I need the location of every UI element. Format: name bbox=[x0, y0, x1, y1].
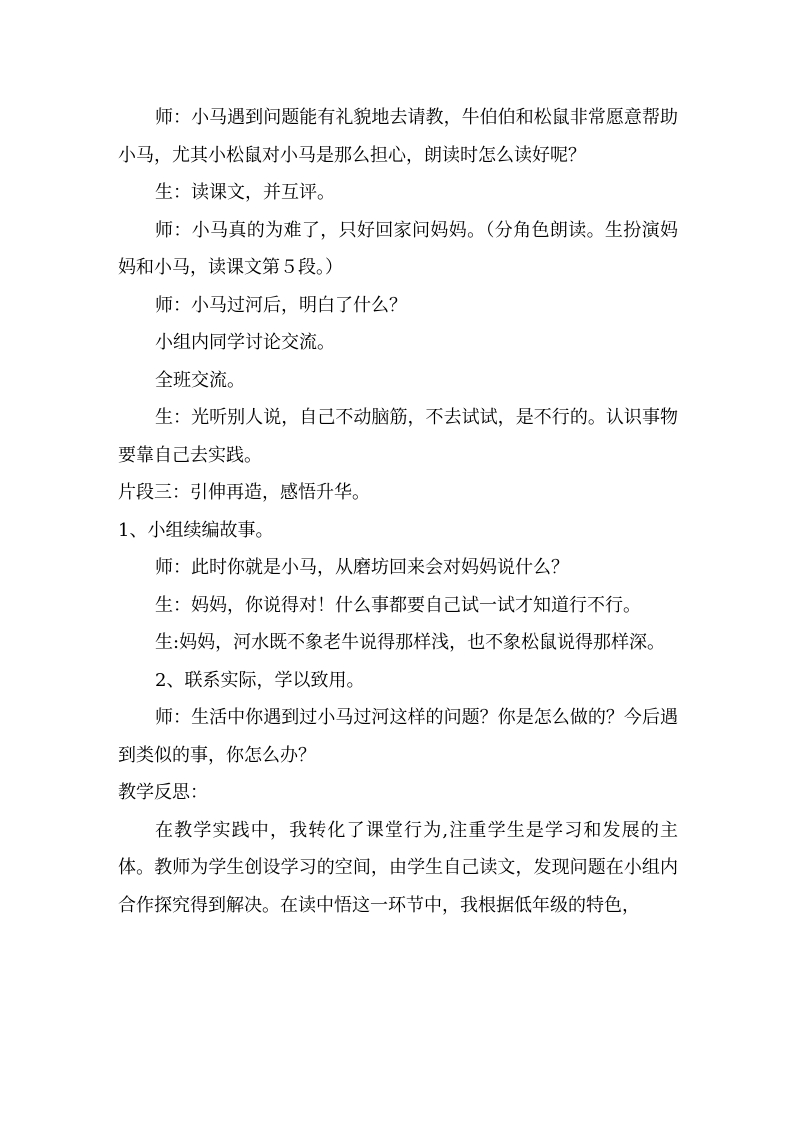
paragraph-teacher-you-are-pony: 师：此时你就是小马，从磨坊回来会对妈妈说什么？ bbox=[155, 557, 569, 578]
paragraph-teacher-ask-mother: 师：小马真的为难了，只好回家问妈妈。（分角色朗读。生扮演妈妈和小马，读课文第５段。） bbox=[118, 219, 678, 278]
paragraph-reflection-body: 在教学实践中，我转化了课堂行为,注重学生是学习和发展的主体。教师为学生创设学习的空间，由学生自己读文，发现问题在小组内合作探究得到解决。在读中悟这一环节中，我根据低年级的特色， bbox=[118, 819, 678, 916]
list-item-continue-story: 1、小组续编故事。 bbox=[118, 519, 274, 541]
paragraph-student-read-evaluate: 生：读课文，并互评。 bbox=[155, 182, 335, 203]
paragraph-student-river-depth: 生:妈妈，河水既不象老牛说得那样浅，也不象松鼠说得那样深。 bbox=[155, 632, 666, 653]
paragraph-student-practice: 生：光听别人说，自己不动脑筋，不去试试，是不行的。认识事物要靠自己去实践。 bbox=[118, 407, 678, 466]
paragraph-teacher-what-learned: 师：小马过河后，明白了什么？ bbox=[155, 294, 407, 316]
paragraph-class-discussion: 全班交流。 bbox=[155, 369, 245, 391]
section-heading-reflection: 教学反思： bbox=[118, 782, 208, 803]
list-item-apply-practice: 2、联系实际，学以致用。 bbox=[155, 669, 365, 691]
document-body bbox=[118, 99, 678, 924]
paragraph-teacher-real-life: 师：生活中你遇到过小马过河这样的问题？你是怎么做的？今后遇到类似的事，你怎么办？ bbox=[118, 707, 678, 766]
section-heading-part-three: 片段三：引伸再造，感悟升华。 bbox=[118, 482, 370, 503]
paragraph-teacher-polite-asking: 师：小马遇到问题能有礼貌地去请教，牛伯伯和松鼠非常愿意帮助小马，尤其小松鼠对小马是那么担心，朗读时怎么读好呢？ bbox=[118, 107, 678, 166]
paragraph-group-discussion: 小组内同学讨论交流。 bbox=[155, 332, 335, 353]
paragraph-student-try-yourself: 生：妈妈，你说得对！什么事都要自己试一试才知道行不行。 bbox=[155, 594, 641, 616]
